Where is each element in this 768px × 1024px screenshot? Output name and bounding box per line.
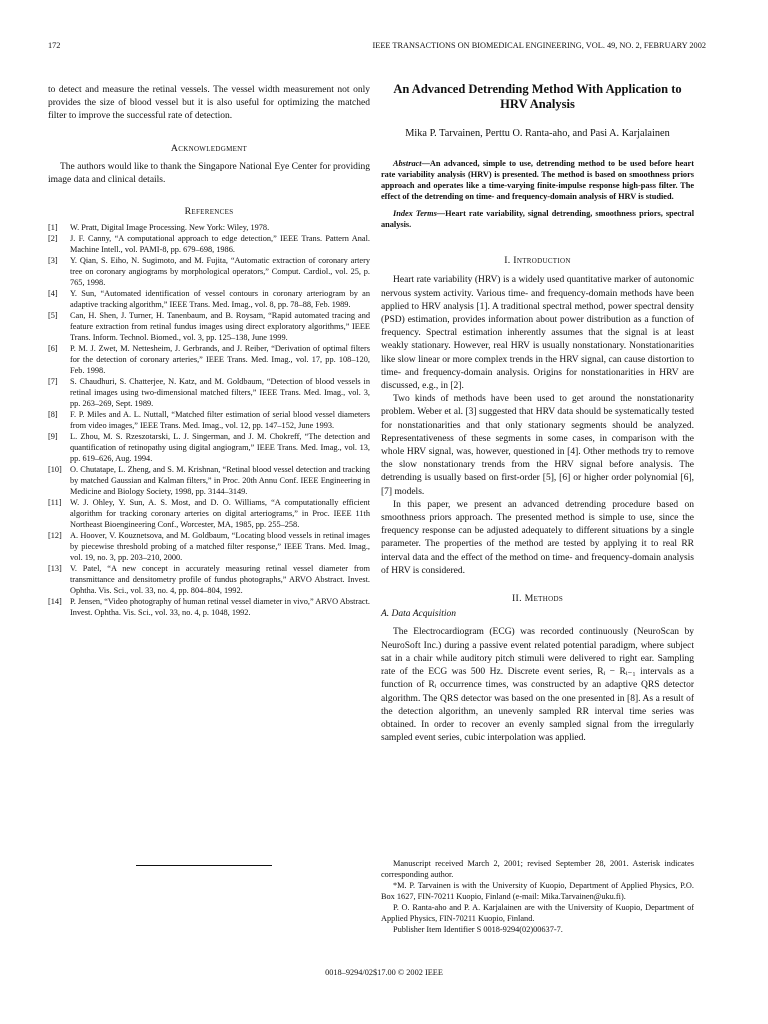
reference-text: W. Pratt, Digital Image Processing. New York: Wiley, 1978.	[70, 223, 270, 233]
reference-number: [1]	[48, 223, 58, 233]
reference-number: [4]	[48, 289, 58, 299]
reference-text: J. F. Canny, “A computational approach to edge detection,” IEEE Trans. Pattern Anal. Machine Intell., vol. PAMI-8, pp. 679–698, 1986.	[70, 234, 370, 255]
reference-item	[48, 563, 370, 596]
copyright-footer: 0018–9294/02$17.00 © 2002 IEEE	[325, 968, 443, 977]
acknowledgment-text: The authors would like to thank the Singapore National Eye Center for providing image data and clinical details.	[48, 161, 370, 186]
reference-text: Can, H. Shen, J. Turner, H. Tanenbaum, and B. Roysam, “Rapid automated tracing and feature extraction from retinal fundus images using direct exploratory algorithms,” IEEE Trans. Inform. Technol. Biomed., vol. 3, pp. 125–138, June 1999.	[70, 311, 370, 343]
acknowledgment-heading: Acknowledgment	[170, 142, 248, 154]
reference-item	[48, 530, 370, 563]
paper-title: An Advanced Detrending Method With Application to HRV Analysis	[393, 82, 682, 111]
reference-item	[48, 222, 370, 233]
reference-item	[48, 310, 370, 343]
index-terms-label: Index Terms—	[393, 209, 446, 219]
reference-number: [9]	[48, 432, 58, 442]
references-heading: References	[184, 206, 234, 218]
reference-item	[48, 343, 370, 376]
reference-text: S. Chaudhuri, S. Chatterjee, N. Katz, and M. Goldbaum, “Detection of blood vessels in retinal images using two-dimensional matched filters,” IEEE Trans. Med. Imag., vol. 3, pp. 263–269, Sept. 1989.	[70, 377, 370, 409]
reference-number: [10]	[48, 465, 62, 475]
footnotes	[381, 858, 694, 935]
section-2-heading: II. Methods	[511, 593, 564, 605]
reference-number: [11]	[48, 498, 62, 508]
footnote-pii: Publisher Item Identifier S 0018-9294(02)00637-7.	[393, 925, 563, 934]
reference-text: A. Hoover, V. Kouznetsova, and M. Goldbaum, “Locating blood vessels in retinal images by piecewise threshold probing of a matched filter response,” IEEE Trans. Med. Imag., vol. 19, no. 3, pp. 203–210, 2000.	[70, 531, 370, 563]
footnote-author-1: *M. P. Tarvainen is with the University of Kuopio, Department of Applied Physics, P.O. Box 1627, FIN-70211 Kuopio, Finland (e-mail: Mika.Tarvainen@uku.fi).	[381, 881, 694, 901]
reference-text: F. P. Miles and A. L. Nuttall, “Matched filter estimation of serial blood vessel diameters from video images,” IEEE Trans. Med. Imag., vol. 12, pp. 147–152, June 1993.	[70, 410, 370, 431]
section-2-paragraph-1: The Electrocardiogram (ECG) was recorded continuously (NeuroScan by NeuroSoft Inc.) during a passive event related potential paradigm, where subject sat in a chair while auditory pitch stimuli were delivered to right ear. Sampling rate of the ECG was 500 Hz. Discrete event series, Rᵢ − Rᵢ₋₁ intervals as a function of Rᵢ occurrence times, was constructed by an adaptive QRS detector algorithm. The QRS detector was based on the one presented in [8]. As a result of the detection algorithm, an unevenly sampled RR interval time series was obtained. In order to recover an evenly sampled signal from the irregularly sampled event series, cubic interpolation was applied.	[381, 627, 694, 744]
page-number: 172	[48, 41, 61, 50]
reference-number: [12]	[48, 531, 62, 541]
paper-authors: Mika P. Tarvainen, Perttu O. Ranta-aho, and Pasi A. Karjalainen	[405, 128, 670, 139]
reference-number: [5]	[48, 311, 58, 321]
column-rule	[136, 865, 272, 866]
left-column	[48, 84, 370, 618]
reference-text: Y. Qian, S. Eiho, N. Sugimoto, and M. Fujita, “Automatic extraction of coronary artery tree on coronary angiograms by morphological operators,” Comput. Cardiol., vol. 25, p. 765, 1998.	[70, 256, 370, 288]
footnote-manuscript: Manuscript received March 2, 2001; revised September 28, 2001. Asterisk indicates corresponding author.	[381, 859, 694, 879]
reference-text: W. J. Ohley, Y. Sun, A. S. Most, and D. O. Williams, “A computationally efficient algorithm for tracking coronary arteries on digital arteriograms,” in Proc. IEEE 11th Northeast Bioengineering Conf., Worcester, MA, 1985, pp. 255–258.	[70, 498, 370, 530]
section-1-heading: I. Introduction	[504, 255, 571, 267]
reference-text: Y. Sun, “Automated identification of vessel contours in coronary arteriogram by an adaptive tracking algorithm,” IEEE Trans. Med. Imag., vol. 8, pp. 78–88, Feb. 1989.	[70, 289, 370, 310]
reference-item	[48, 376, 370, 409]
index-terms-text: Heart rate variability, signal detrending, smoothness priors, spectral analysis.	[381, 209, 695, 230]
reference-text: V. Patel, “A new concept in accurately measuring retinal vessel diameter from transmittance and densitometry profile of fundus photographs,” ARVO Abstract. Invest. Ophtha. Vis. Sci., vol. 33, no. 4, pp. 804–804, 1992.	[70, 564, 370, 596]
reference-text: P. M. J. Zwet, M. Nettesheim, J. Gerbrands, and J. Reiber, “Derivation of optimal filters for the detection of coronary arteries,” IEEE Trans. Med. Imag., vol. 17, pp. 108–120, Feb. 1998.	[70, 344, 370, 376]
reference-number: [14]	[48, 597, 62, 607]
reference-number: [2]	[48, 234, 58, 244]
abstract	[381, 158, 694, 202]
section-1-paragraph-2: Two kinds of methods have been used to get around the nonstationarity problem. Weber et al. [3] suggested that HRV data should be systematically tested for nonstationarities and that only stationary segments should be analyzed. Representativeness of these segments in some cases, in comparison with the whole HRV signal, was, however, questioned in [4]. Other methods try to remove the slow nonstationary trends from the HRV signal before analysis. The detrending is usually based on first-order [5], [6] or higher order polynomial [6], [7] models.	[381, 394, 694, 497]
reference-list	[48, 222, 370, 618]
reference-item	[48, 255, 370, 288]
right-column	[381, 82, 694, 745]
reference-number: [7]	[48, 377, 58, 387]
reference-number: [13]	[48, 564, 62, 574]
reference-item	[48, 497, 370, 530]
index-terms	[381, 208, 694, 230]
reference-item	[48, 431, 370, 464]
reference-item	[48, 288, 370, 310]
reference-item	[48, 233, 370, 255]
reference-text: O. Chutatape, L. Zheng, and S. M. Krishnan, “Retinal blood vessel detection and tracking by matched Gaussian and Kalman filters,” in Proc. 20th Annu Conf. IEEE Engineering in Medicine and Biology Society, 1998, pp. 3144–3149.	[70, 465, 370, 497]
reference-item	[48, 596, 370, 618]
reference-number: [8]	[48, 410, 58, 420]
footnote-authors-2-3: P. O. Ranta-aho and P. A. Karjalainen are with the University of Kuopio, Department of Applied Physics, FIN-70211 Kuopio, Finland.	[381, 903, 694, 923]
journal-header: IEEE TRANSACTIONS ON BIOMEDICAL ENGINEERING, VOL. 49, NO. 2, FEBRUARY 2002	[372, 41, 706, 50]
section-1-paragraph-3: In this paper, we present an advanced detrending procedure based on smoothness priors approach. The presented method is simple to use, since the frequency response can be adjusted adequately to different situations by a single parameter. The properties of the method are tested by applying it to real RR interval data and the effect of the method on time- and frequency-domain analysis of HRV is considered.	[381, 499, 694, 576]
intro-continuation: to detect and measure the retinal vessels. The vessel width measurement not only provides the size of blood vessel but it is also useful for optimizing the matched filter to improve the successful rate of detection.	[48, 85, 370, 122]
reference-item	[48, 409, 370, 431]
reference-item	[48, 464, 370, 497]
reference-number: [6]	[48, 344, 58, 354]
abstract-label: Abstract—	[393, 159, 430, 169]
section-1-paragraph-1: Heart rate variability (HRV) is a widely used quantitative marker of autonomic nervous system activity. Various time- and frequency-domain methods have been applied to HRV analysis [1]. A traditional spectral method, power spectral density (PSD) estimation, provides information about power distribution as a function of frequency. Spectral estimation inherently assumes that the signal is at least weakly stationary. However, real HRV is usually nonstationary. Nonstationarities like slow linear or more complex trends in the HRV signal, can cause distortion to time- and frequency-domain analysis. Origins for nonstationarities in HRV are discussed, e.g., in [2].	[381, 275, 694, 392]
reference-text: L. Zhou, M. S. Rzeszotarski, L. J. Singerman, and J. M. Chokreff, “The detection and quantification of retinopathy using digital angiogram,” IEEE Trans. Med. Imag., vol. 13, pp. 619–626, Aug. 1994.	[70, 432, 370, 464]
reference-text: P. Jensen, “Video photography of human retinal vessel diameter in vivo,” ARVO Abstract. Invest. Ophtha. Vis. Sci., vol. 33, no. 4, p. 1048, 1992.	[70, 597, 370, 618]
subsection-a-heading: A. Data Acquisition	[381, 609, 457, 620]
reference-number: [3]	[48, 256, 58, 266]
abstract-text: An advanced, simple to use, detrending method to be used before heart rate variability analysis (HRV) is presented. The method is based on smoothness priors approach and operates like a time-varying finite-impulse response high-pass filter. The effect of the detrending on time- and frequency-domain analysis of HRV is studied.	[381, 159, 694, 202]
